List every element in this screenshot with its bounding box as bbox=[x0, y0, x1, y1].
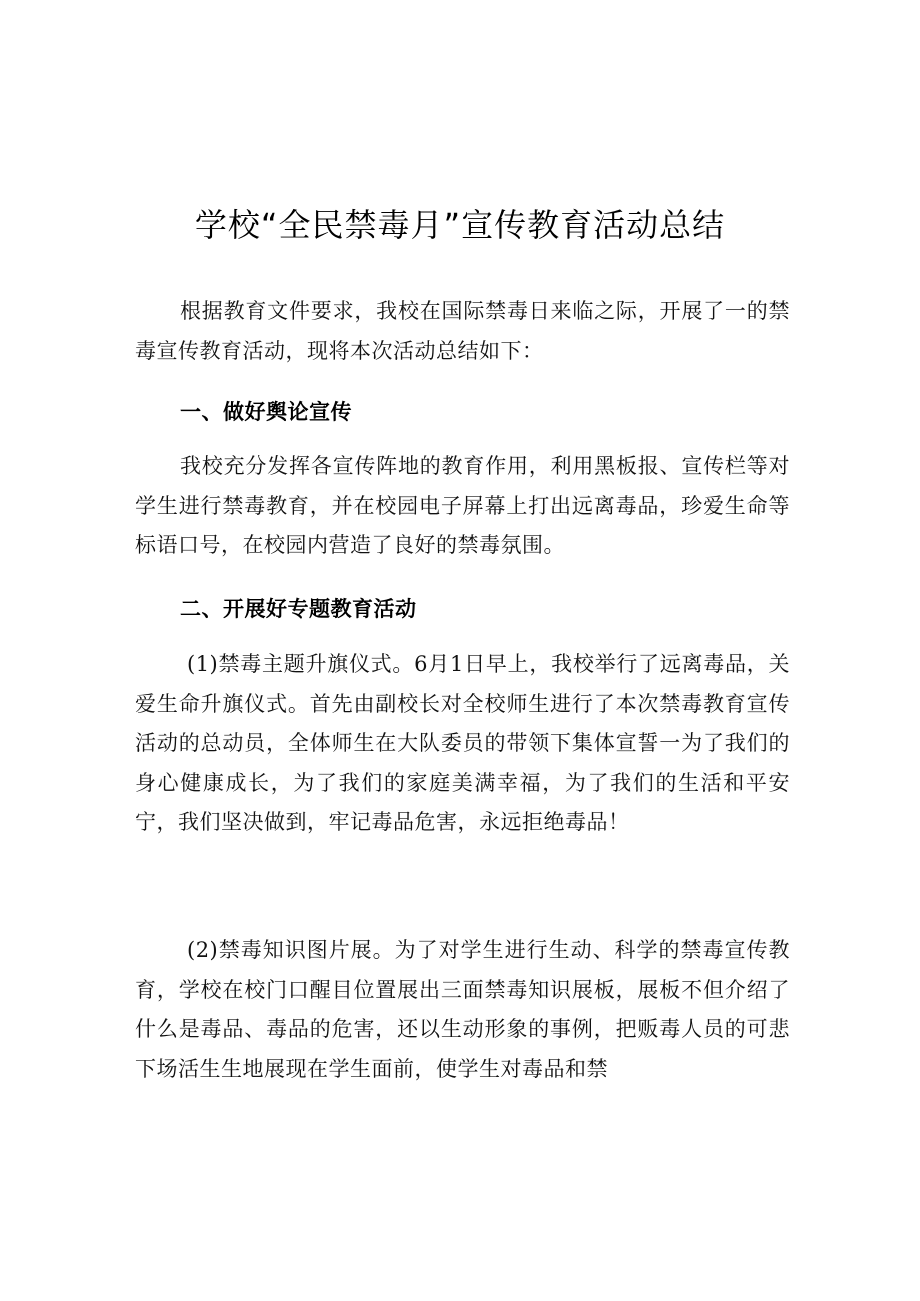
section-heading-publicity: 一、做好舆论宣传 bbox=[180, 400, 352, 424]
intro-paragraph: 根据教育文件要求，我校在国际禁毒日来临之际，开展了一的禁毒宣传教育活动，现将本次活动总结如下： bbox=[135, 299, 790, 363]
section-paragraph-flag-ceremony: (1)禁毒主题升旗仪式。6月1日早上，我校举行了远离毒品，关爱生命升旗仪式。首先由副校长对全校师生进行了本次禁毒教育宣传活动的总动员，全体师生在大队委员的带领下集体宣誓一为了我们的身心健康成长，为了我们的家庭美满幸福，为了我们的生活和平安宁，我们坚决做到，牢记毒品危害，永远拒绝毒品！ bbox=[135, 652, 790, 834]
section-paragraph-publicity: 我校充分发挥各宣传阵地的教育作用，利用黑板报、宣传栏等对学生进行禁毒教育，并在校园电子屏幕上打出远离毒品，珍爱生命等标语口号，在校园内营造了良好的禁毒氛围。 bbox=[135, 454, 790, 557]
section-paragraph-picture-exhibition: (2)禁毒知识图片展。为了对学生进行生动、科学的禁毒宣传教育，学校在校门口醒目位置展出三面禁毒知识展板，展板不但介绍了什么是毒品、毒品的危害，还以生动形象的事例，把贩毒人员的可悲下场活生生地展现在学生面前，使学生对毒品和禁 bbox=[135, 938, 790, 1081]
section-heading-activities: 二、开展好专题教育活动 bbox=[180, 597, 417, 621]
document-title: 学校“全民禁毒月”宣传教育活动总结 bbox=[194, 206, 726, 244]
